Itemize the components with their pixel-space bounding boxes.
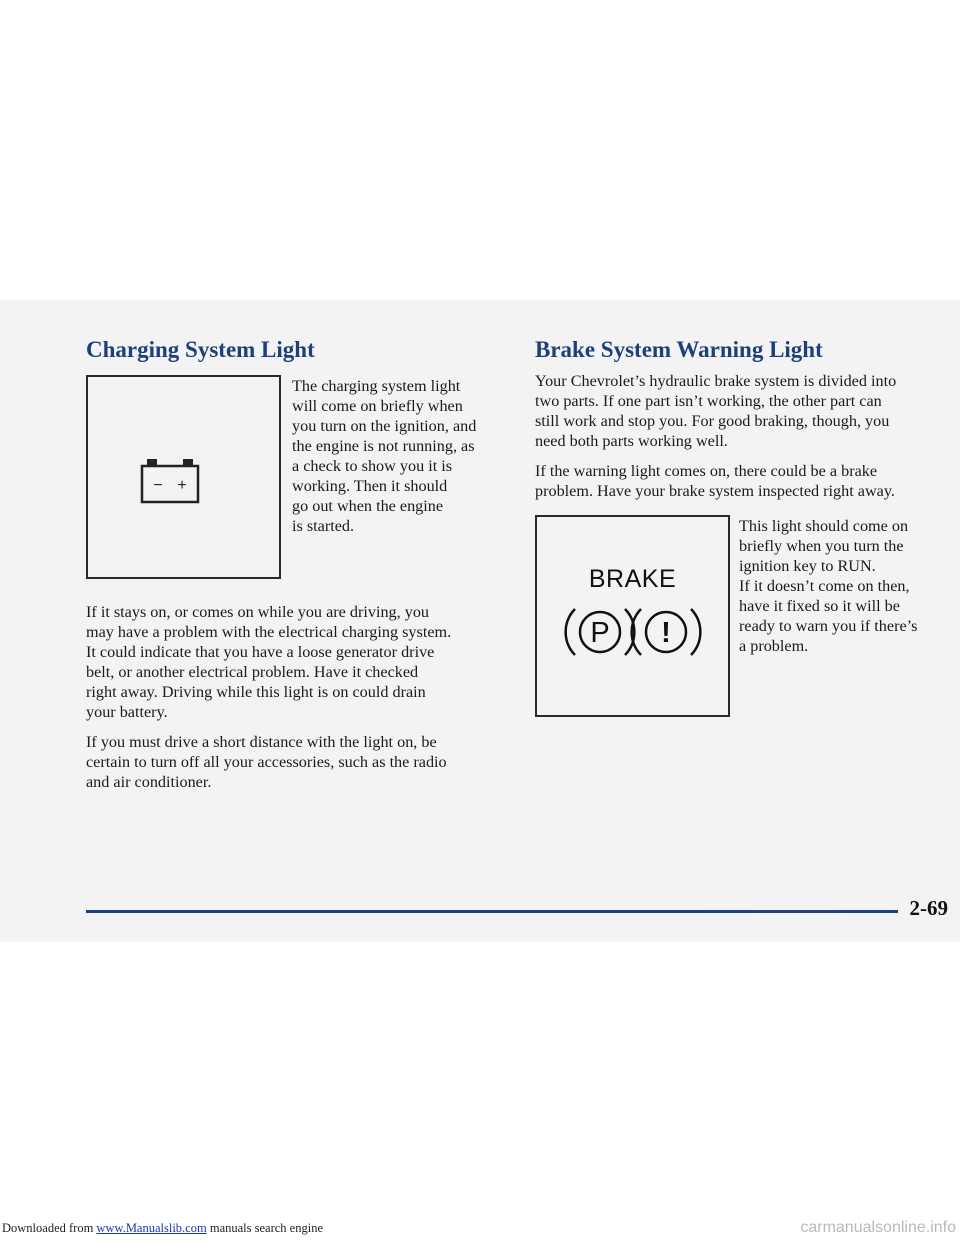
text-line: If you must drive a short distance with the light on, be [86,733,437,751]
text-line: still work and stop you. For good braking, though, you [535,412,890,430]
text-line: need both parts working well. [535,432,728,450]
text-line: If the warning light comes on, there could be a brake [535,462,878,480]
text-line: a check to show you it is [292,457,453,475]
text-line: you turn on the ignition, and [292,417,477,435]
charging-paragraph-2 [86,732,447,792]
manual-page [0,300,960,942]
text-line: two parts. If one part isn’t working, the other part can [535,392,882,410]
charging-side-text [292,376,476,536]
text-line: a problem. [739,637,809,655]
text-line: working. Then it should [292,477,448,495]
text-line: Your Chevrolet’s hydraulic brake system is divided into [535,372,897,390]
text-line: This light should come on [739,517,909,535]
text-line: may have a problem with the electrical charging system. [86,623,452,641]
text-line: briefly when you turn the [739,537,904,555]
text-line: problem. Have your brake system inspected right away. [535,482,895,500]
text-line: the engine is not running, as [292,437,475,455]
text-line: and air conditioner. [86,773,212,791]
download-footer [2,1221,323,1236]
charging-paragraph-1 [86,602,451,722]
battery-minus-sign: − [153,477,163,494]
text-line: The charging system light [292,377,461,395]
battery-plus-sign: + [177,477,187,494]
text-line: belt, or another electrical problem. Have it checked [86,663,419,681]
brake-section-title: Brake System Warning Light [535,337,823,362]
battery-icon [88,377,279,577]
text-line: It could indicate that you have a loose generator drive [86,643,435,661]
text-line: right away. Driving while this light is on could drain [86,683,426,701]
brake-label: BRAKE [588,565,677,593]
brake-warning-icon [537,517,728,715]
text-line: certain to turn off all your accessories, such as the radio [86,753,447,771]
text-line: is started. [292,517,355,535]
text-line: If it doesn’t come on then, [739,577,910,595]
text-line: will come on briefly when [292,397,463,415]
charging-section-title: Charging System Light [86,337,315,362]
watermark: carmanualsonline.info [800,1219,956,1236]
brake-side-text [739,516,917,656]
brake-light-illustration [535,515,730,717]
text-line: go out when the engine [292,497,444,515]
brake-paragraph-1 [535,371,896,451]
brake-paragraph-2 [535,461,895,501]
text-line: have it fixed so it will be [739,597,900,615]
footer-prefix: Downloaded from [2,1221,97,1235]
footer-suffix: manuals search engine [206,1221,323,1235]
text-line: your battery. [86,703,168,721]
manualslib-link[interactable]: www.Manualslib.com [96,1221,207,1235]
page-number: 2-69 [909,896,948,920]
footer-rule [86,910,898,913]
parking-symbol-letter: P [590,617,610,649]
text-line: ready to warn you if there’s [739,617,918,635]
warning-symbol-mark: ! [661,617,671,649]
charging-light-illustration [86,375,281,579]
text-line: If it stays on, or comes on while you are driving, you [86,603,430,621]
text-line: ignition key to RUN. [739,557,876,575]
